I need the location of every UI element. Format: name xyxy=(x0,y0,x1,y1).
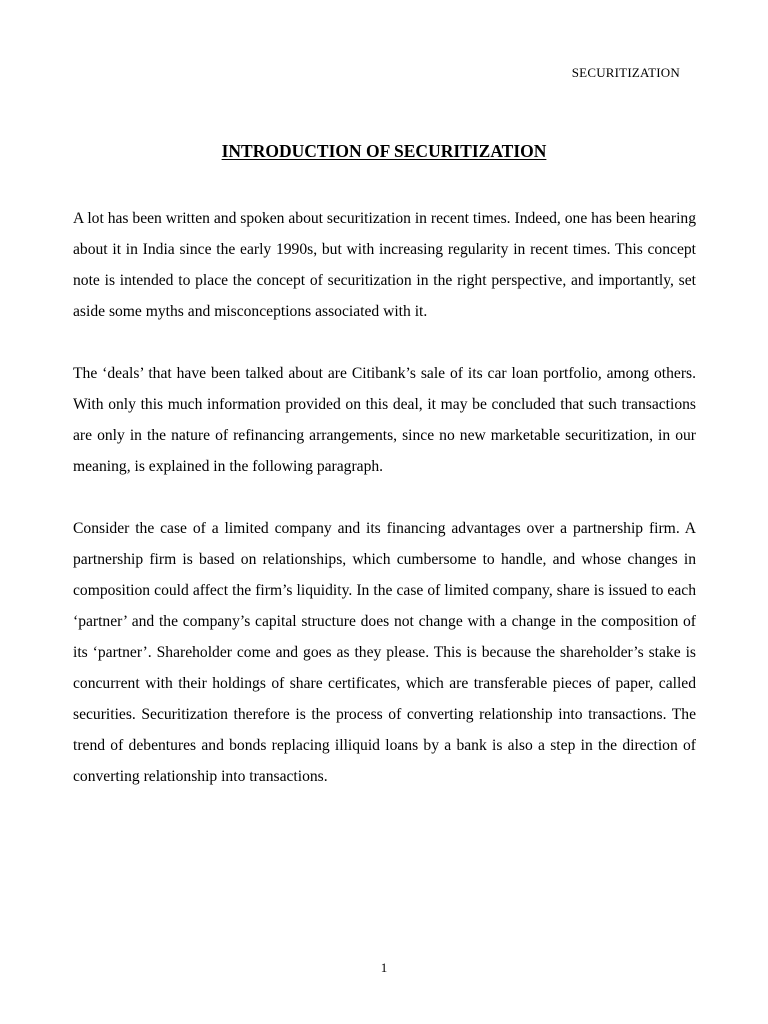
paragraph-deals: The ‘deals’ that have been talked about are Citibank’s sale of its car loan portfolio, among others. With only this much information provided on this deal, it may be concluded that such transactions are only in the nature of refinancing arrangements, since no new marketable securitization, in our meaning, is explained in the following paragraph. xyxy=(73,365,696,475)
page-number: 1 xyxy=(380,960,388,975)
document-title: INTRODUCTION OF SECURITIZATION xyxy=(221,141,547,161)
running-header: SECURITIZATION xyxy=(571,65,680,80)
paragraph-intro: A lot has been written and spoken about securitization in recent times. Indeed, one has been hearing about it in India since the early 1990s, but with increasing regularity in recent times. This concept note is intended to place the concept of securitization in the right perspective, and importantly, set aside some myths and misconceptions associated with it. xyxy=(73,210,696,320)
paragraph-limited-company: Consider the case of a limited company and its financing advantages over a partnership firm. A partnership firm is based on relationships, which cumbersome to handle, and whose changes in composition could affect the firm’s liquidity. In the case of limited company, share is issued to each ‘partner’ and the company’s capital structure does not change with a change in the composition of its ‘partner’. Shareholder come and goes as they please. This is because the shareholder’s stake is concurrent with their holdings of share certificates, which are transferable pieces of paper, called securities. Securitization therefore is the process of converting relationship into transactions. The trend of debentures and bonds replacing illiquid loans by a bank is also a step in the direction of converting relationship into transactions. xyxy=(73,520,696,785)
document-body xyxy=(73,203,696,823)
